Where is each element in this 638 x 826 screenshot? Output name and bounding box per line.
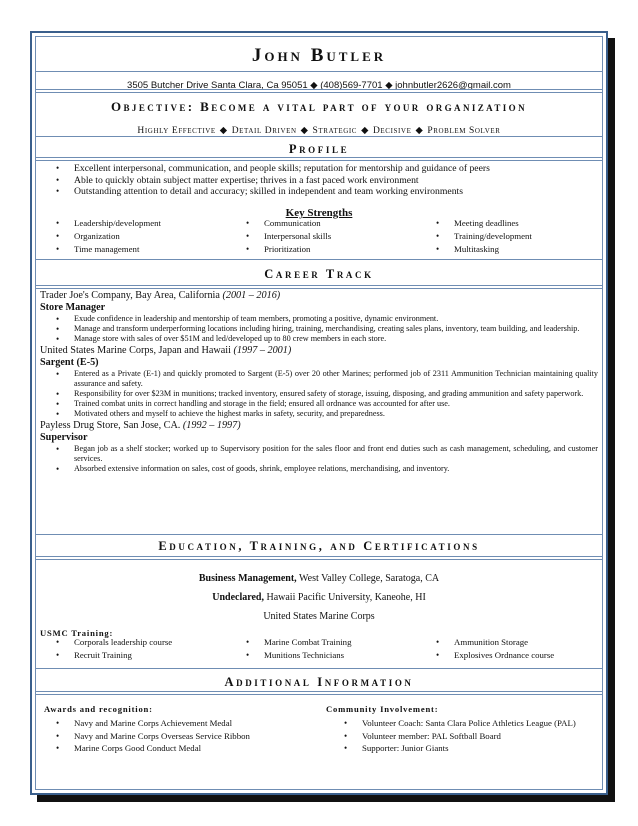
trait: Highly Effective: [137, 126, 216, 136]
contact-info: 3505 Butcher Drive Santa Clara, Ca 95051 ◆ (408)569-7701 ◆ johnbutler2626@gmail.com: [127, 80, 511, 91]
job-bullets: [36, 369, 602, 420]
list-item: • Munitions Technicians: [226, 649, 416, 662]
profile-heading-wrap: [36, 140, 602, 158]
key-strengths-column: [226, 217, 416, 256]
additional-heading-wrap: [36, 673, 602, 691]
divider: [36, 157, 602, 161]
list-item: • Ammunition Storage: [416, 636, 606, 649]
community-list: [324, 717, 596, 755]
usmc-column: [36, 636, 226, 662]
divider: [36, 534, 602, 535]
list-item: • Explosives Ordnance course: [416, 649, 606, 662]
profile-list: [36, 163, 602, 198]
employer-name: Trader Joe's Company, Bay Area, California: [40, 290, 220, 301]
list-item: • Entered as a Private (E-1) and quickly promoted to Sargent (E-5) over 20 other Marines; performed job of 2311 Ammunition Technician maintaining quality assurance and safety.: [36, 369, 602, 389]
resume-page: [30, 31, 608, 795]
degree-title: Business Management,: [198, 573, 297, 584]
awards-list: [36, 717, 318, 755]
community-title: Community Involvement:: [326, 704, 439, 714]
list-item: • Manage store with sales of over $51M and led/developed up to 80 crew members in each store.: [36, 334, 602, 344]
awards-block: [36, 699, 318, 755]
profile-section: [36, 163, 602, 198]
diamond-icon: ◆: [361, 126, 369, 136]
key-strengths-column: [36, 217, 226, 256]
employer-name: United States Marine Corps, Japan and Hawaii: [40, 344, 231, 356]
career-section: [36, 290, 602, 474]
trait: Decisive: [372, 126, 412, 136]
list-item: • Navy and Marine Corps Overseas Service Ribbon: [36, 730, 318, 743]
list-item: • Interpersonal skills: [226, 230, 416, 243]
diamond-icon: ◆: [219, 126, 228, 136]
list-item: • Navy and Marine Corps Achievement Medal: [36, 717, 318, 730]
community-block: [324, 699, 596, 755]
list-item: • Time management: [36, 243, 226, 256]
list-item: • Recruit Training: [36, 649, 226, 662]
trait: Problem Solver: [427, 126, 501, 136]
career-heading: Career Track: [264, 267, 374, 281]
list-item: • Absorbed extensive information on sales, cost of goods, shrink, employee relations, merchandising, and inventory.: [36, 464, 602, 474]
career-heading-wrap: [36, 265, 602, 283]
job-entry: [36, 345, 602, 420]
list-item: • Volunteer member: PAL Softball Board: [324, 730, 596, 743]
degree-school: Hawaii Pacific University, Kaneohe, HI: [263, 592, 426, 603]
list-item: • Responsibility for over $23M in munitions; tracked inventory, ensured safety of storage, issuing, disposing, and grading ammunition and safety paperwork.: [36, 389, 602, 399]
divider: [36, 668, 602, 669]
usmc-training-grid: [36, 636, 602, 662]
profile-heading: Profile: [288, 142, 350, 156]
list-item: • Marine Corps Good Conduct Medal: [36, 742, 318, 755]
list-item: • Motivated others and myself to achieve the highest marks in safety, security, and preparedness.: [36, 409, 602, 419]
diamond-icon: ◆: [300, 126, 309, 136]
job-bullets: [36, 444, 602, 475]
job-entry: [36, 290, 602, 345]
objective-section: [36, 99, 602, 115]
awards-title: Awards and recognition:: [44, 704, 153, 714]
divider: [36, 691, 602, 695]
degree-title: Undeclared,: [212, 592, 264, 603]
marines-line: United States Marine Corps: [263, 611, 375, 622]
list-item: • Prioritization: [226, 243, 416, 256]
education-heading-wrap: [36, 537, 602, 555]
list-item: • Corporals leadership course: [36, 636, 226, 649]
list-item: • Outstanding attention to detail and accuracy; skilled in independent and team working environments: [36, 186, 602, 198]
trait: Detail Driven: [231, 126, 297, 136]
degree: [36, 569, 602, 588]
employer-name: Payless Drug Store, San Jose, CA.: [40, 419, 181, 431]
resume-header: [36, 45, 602, 67]
divider: [36, 285, 602, 289]
divider: [36, 71, 602, 72]
job-role: Supervisor: [40, 431, 88, 443]
additional-heading: Additional Information: [224, 675, 414, 689]
education-heading: Education, Training, and Certifications: [158, 539, 480, 553]
job-dates: (2001 – 2016): [222, 290, 281, 301]
job-employer: [36, 290, 602, 302]
divider: [36, 89, 602, 93]
list-item: • Multitasking: [416, 243, 606, 256]
list-item: • Exude confidence in leadership and mentorship of team members, promoting a positive, dynamic environment.: [36, 314, 602, 324]
job-role: Store Manager: [40, 302, 106, 313]
list-item: • Marine Combat Training: [226, 636, 416, 649]
divider: [36, 259, 602, 260]
list-item: • Trained combat units in correct handling and storage in the field; ensured all ordnance was accounted for after use.: [36, 399, 602, 409]
divider: [36, 556, 602, 560]
candidate-name: John Butler: [251, 45, 387, 66]
job-employer: [36, 420, 602, 432]
key-strengths-grid: [36, 217, 602, 256]
list-item: • Excellent interpersonal, communication, and people skills; reputation for mentorship and guidance of peers: [36, 163, 602, 175]
list-item: • Organization: [36, 230, 226, 243]
key-strengths-title: Key Strengths: [285, 207, 353, 219]
trait: Strategic: [312, 126, 358, 136]
job-employer: [36, 345, 602, 357]
list-item: • Volunteer Coach: Santa Clara Police Athletics League (PAL): [324, 717, 596, 730]
divider: [36, 136, 602, 137]
list-item: • Supporter: Junior Giants: [324, 742, 596, 755]
key-strengths-column: [416, 217, 606, 256]
degree-school: West Valley College, Saratoga, CA: [296, 573, 440, 584]
list-item: • Communication: [226, 217, 416, 230]
resume-inner-frame: [35, 36, 603, 790]
list-item: • Able to quickly obtain subject matter expertise; thrives in a fast paced work environment: [36, 175, 602, 187]
list-item: • Leadership/development: [36, 217, 226, 230]
job-dates: (1997 – 2001): [233, 344, 292, 356]
job-dates: (1992 – 1997): [182, 419, 241, 431]
job-entry: [36, 420, 602, 475]
job-bullets: [36, 314, 602, 345]
diamond-icon: ◆: [415, 126, 424, 136]
usmc-column: [416, 636, 606, 662]
list-item: • Meeting deadlines: [416, 217, 606, 230]
list-item: • Training/development: [416, 230, 606, 243]
job-role: Sargent (E-5): [40, 356, 99, 368]
usmc-training-title: USMC Training:: [40, 628, 114, 638]
degree: [36, 588, 602, 607]
usmc-column: [226, 636, 416, 662]
objective-statement: Objective: Become a vital part of your organization: [111, 99, 527, 114]
list-item: • Manage and transform underperforming locations including hiring, training, merchandising, creating sales plans, inventory, team building, and leadership.: [36, 324, 602, 334]
education-section: [36, 569, 602, 626]
list-item: • Began job as a shelf stocker; worked up to Supervisory position for the sales floor and front end duties such as cash management, scheduling, and customer services.: [36, 444, 602, 464]
